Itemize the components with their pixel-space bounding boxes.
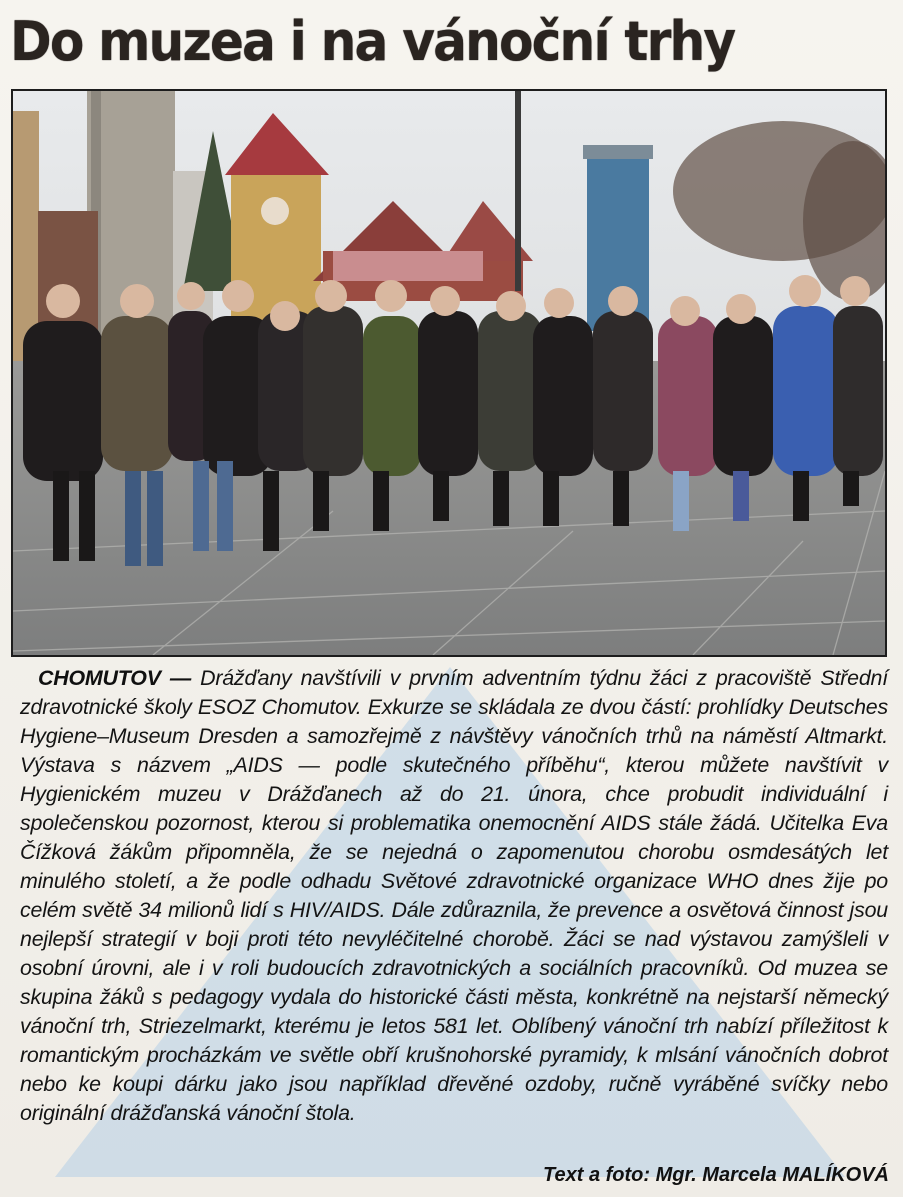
dateline: CHOMUTOV — bbox=[38, 666, 192, 690]
author-credit: Text a foto: Mgr. Marcela MALÍKOVÁ bbox=[543, 1164, 889, 1186]
article-body bbox=[20, 664, 888, 1164]
headline: Do muzea i na vánoční trhy bbox=[10, 10, 735, 73]
group-photo bbox=[11, 89, 887, 657]
group-photo-icon bbox=[13, 91, 885, 655]
article-text: Drážďany navštívili v prvním adventním týdnu žáci z pracoviště Střední zdravotnické školy ESOZ Chomutov. Exkurze se skládala ze dvou částí: prohlídky Deutsches Hygiene–Museum Dresden a samozřejmě z návštěvy vánočních trhů na náměstí Altmarkt. Výstava s názvem „AIDS — podle skutečného příběhu“, kterou můžete navštívit v Hygienickém muzeu v Drážďanech až do 21. února, chce probudit individuální i společenskou pozornost, kterou si problematika onemocnění AIDS stále žádá. Učitelka Eva Čížková žákům připomněla, že se nejedná o zapomenutou chorobu osmdesátých let minulého století, a že podle odhadu Světové zdravotnické organizace WHO dnes žije po celém světě 34 milionů lidí s HIV/AIDS. Dále zdůraznila, že prevence a osvětová činnost jsou nejlepší strategií v boji proti této nevyléčitelné chorobě. Žáci se nad výstavou zamýšleli v osobní úrovni, ale i v roli budoucích zdravotnických a sociálních pracovníků. Od muzea se skupina žáků s pedagogy vydala do historické části města, konkrétně na nejstarší německý vánoční trh, Striezelmarkt, kterému je letos 581 let. Oblíbený vánoční trh nabízí příležitost k romantickým procházkám ve světle obří krušnohorské pyramidy, k mlsání vánočních dobrot nebo ke koupi dárku jako jsou například dřevěné ozdoby, ručně vyráběné svíčky nebo originální drážďanská vánoční štola. bbox=[20, 666, 888, 1125]
